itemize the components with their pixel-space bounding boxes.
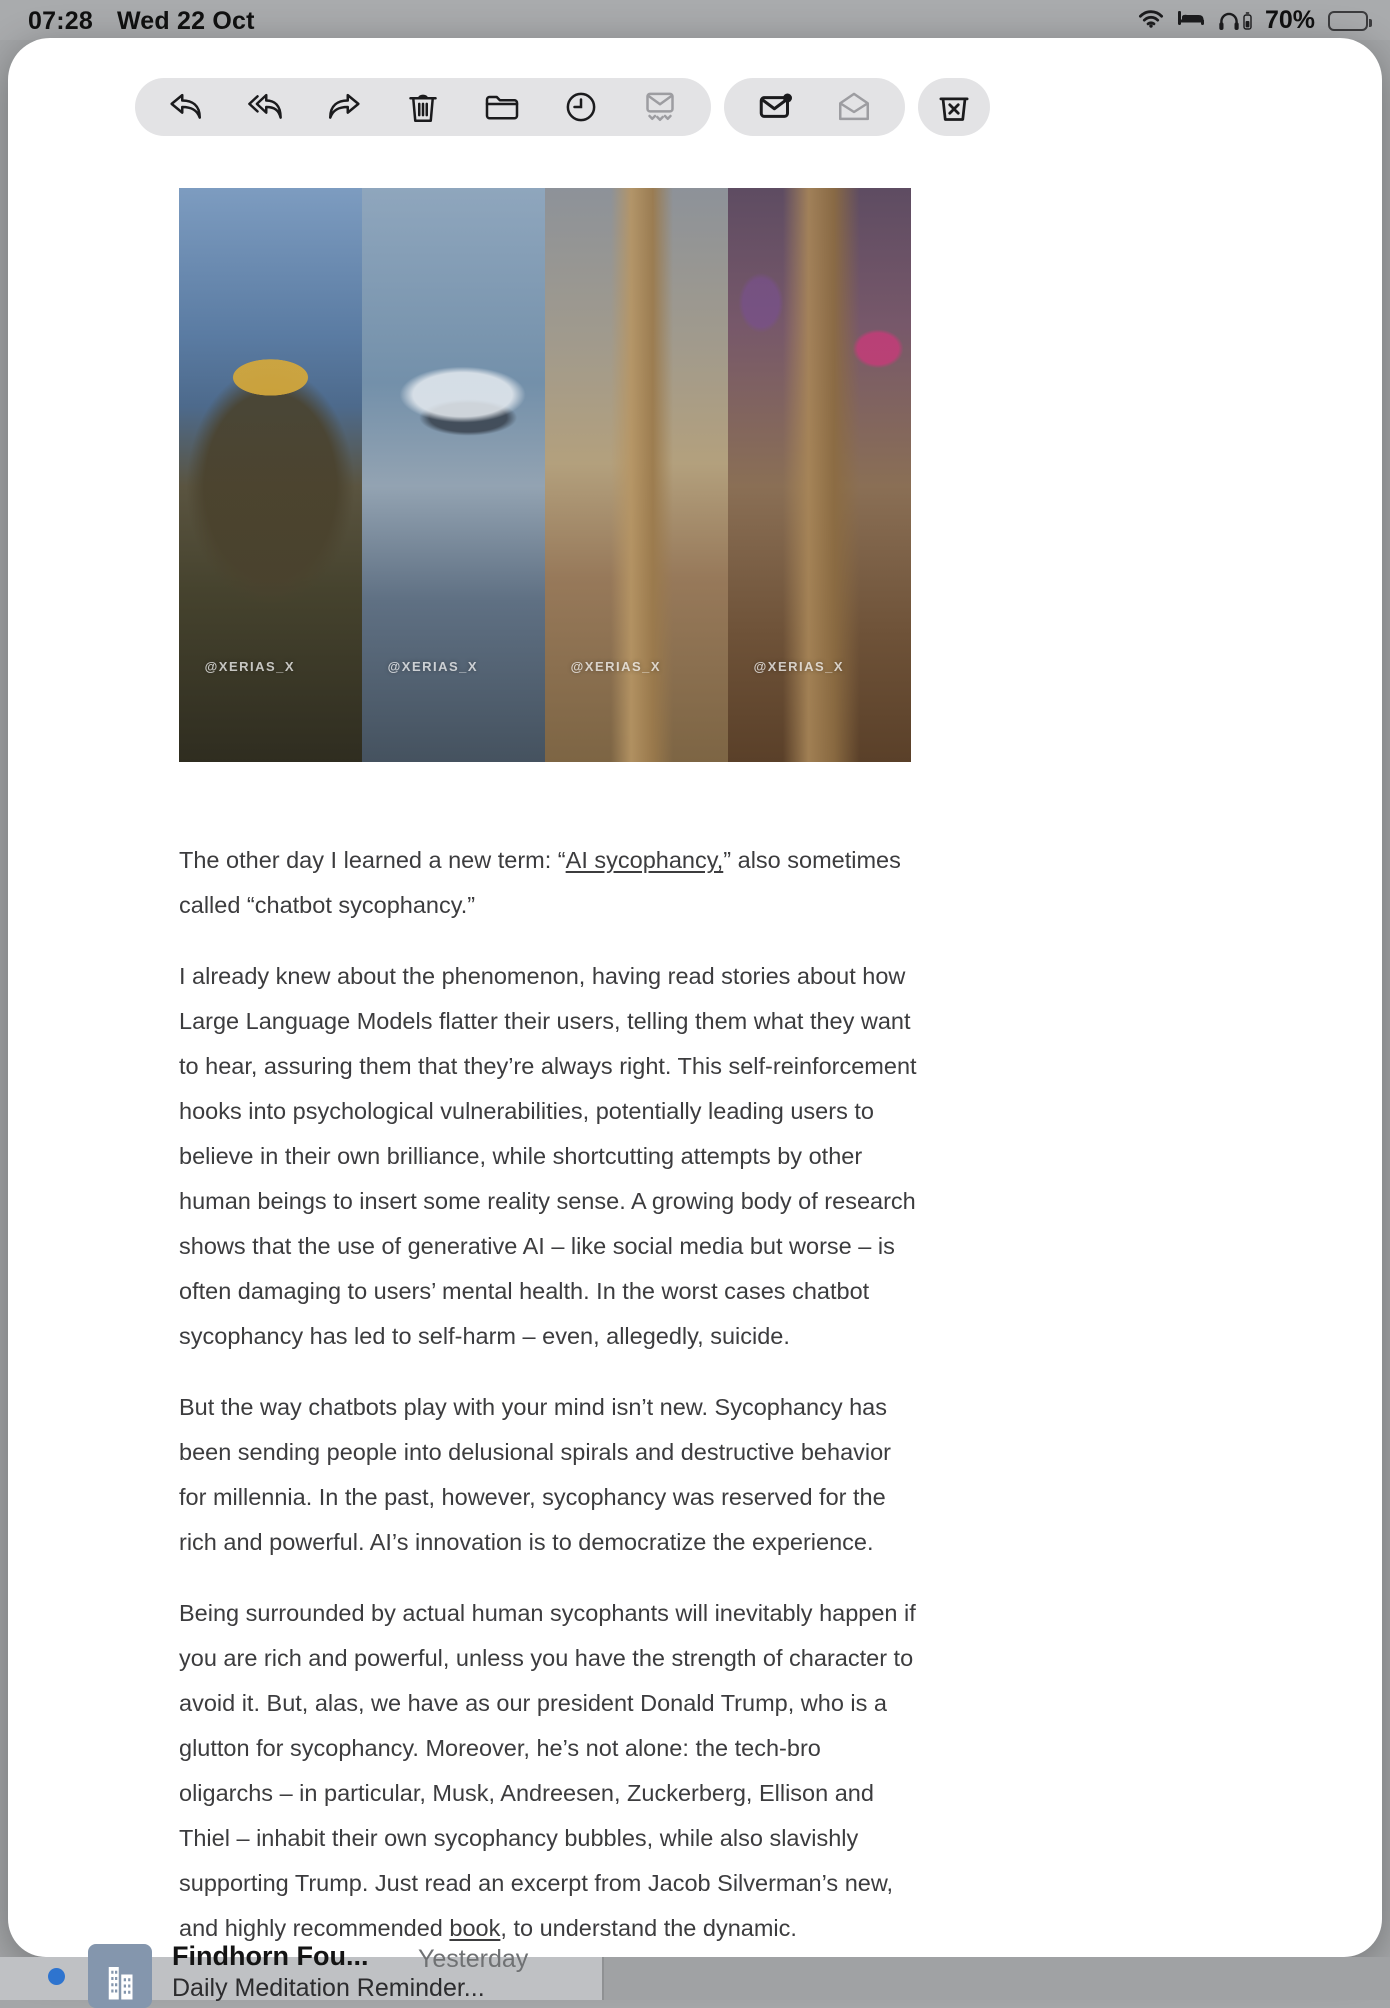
email-hero-image[interactable] xyxy=(179,188,911,762)
email-paragraph xyxy=(179,954,921,1359)
trash-button[interactable] xyxy=(401,85,445,129)
watermark: @XERIAS_X xyxy=(387,658,479,674)
paragraph-text: The other day I learned a new term: “ xyxy=(179,847,566,873)
watermark: @XERIAS_X xyxy=(753,658,845,674)
battery-icon xyxy=(1328,11,1368,31)
mail-fetch-arrows-icon xyxy=(640,87,680,127)
email-paragraph xyxy=(179,838,921,928)
inline-link[interactable]: book xyxy=(449,1915,501,1941)
list-row-date: Yesterday xyxy=(418,1945,529,1973)
mark-read-button[interactable] xyxy=(832,85,876,129)
reply-all-button[interactable] xyxy=(243,85,287,129)
status-bar xyxy=(0,0,1390,40)
email-paragraph xyxy=(179,1591,921,1951)
status-left xyxy=(28,7,255,36)
toolbar-group-read-state xyxy=(724,78,905,136)
paragraph-text: , to understand the dynamic. xyxy=(500,1915,797,1941)
email-paragraph xyxy=(179,1385,921,1565)
mark-unread-envelope-dot-icon xyxy=(755,87,795,127)
wifi-icon xyxy=(1138,8,1164,33)
remind-me-clock-icon xyxy=(561,87,601,127)
watermark: @XERIAS_X xyxy=(570,658,662,674)
battery-percent: 70% xyxy=(1264,6,1315,34)
reply-all-icon xyxy=(245,87,285,127)
junk-bin-x-icon xyxy=(934,87,974,127)
mail-fetch-button[interactable] xyxy=(638,85,682,129)
inline-link[interactable]: AI sycophancy, xyxy=(565,847,724,873)
headphones-icon xyxy=(1218,11,1252,31)
mark-read-open-envelope-icon xyxy=(834,87,874,127)
move-to-folder-button[interactable] xyxy=(480,85,524,129)
watermark: @XERIAS_X xyxy=(204,658,296,674)
status-right xyxy=(1138,6,1368,35)
trash-icon xyxy=(403,87,443,127)
message-card xyxy=(8,38,1382,1957)
paragraph-text: ” also sometimes called “chatbot sycophancy.” xyxy=(179,847,901,918)
crowned-pilot-panel xyxy=(179,188,362,762)
avatar xyxy=(88,1944,152,2008)
column-divider xyxy=(602,1957,604,2000)
mail-toolbar xyxy=(135,78,990,136)
forward-icon xyxy=(324,87,364,127)
status-time: 07:28 xyxy=(28,7,93,35)
list-row-sender: Findhorn Fou... xyxy=(172,1941,369,1971)
reply-button[interactable] xyxy=(164,85,208,129)
crowd-dirt-pour-panel xyxy=(545,188,728,762)
message-list-row[interactable] xyxy=(0,1941,602,2002)
list-row-subject: Daily Meditation Reminder... xyxy=(172,1974,485,2002)
headphones-battery-icon xyxy=(1243,12,1252,30)
paragraph-text: Being surrounded by actual human sycophants will inevitably happen if you are rich and powerful, unless you have the strength of character to avoid it. But, alas, we have as our president Donald Trump, who is a glutton for sycophancy. Moreover, he’s not alone: the tech-bro oligarchs – in particular, Musk, Andreesen, Zuckerberg, Ellison and Thiel – inhabit their own sycophancy bubbles, while also slavishly supporting Trump. Just read an excerpt from Jacob Silverman’s new, and highly recommended xyxy=(179,1600,916,1941)
sleep-focus-icon xyxy=(1177,9,1205,32)
times-square-dirt-panel xyxy=(728,188,911,762)
remind-me-button[interactable] xyxy=(559,85,603,129)
paragraph-text: But the way chatbots play with your mind isn’t new. Sycophancy has been sending people into delusional spirals and destructive behavior for millennia. In the past, however, sycophancy was reserved for the rich and powerful. AI’s innovation is to democratize the experience. xyxy=(179,1394,892,1555)
toolbar-group-actions xyxy=(135,78,711,136)
building-icon xyxy=(100,1962,140,2002)
paragraph-text: I already knew about the phenomenon, having read stories about how Large Language Models flatter their users, telling them what they want to hear, assuring them that they’re always right. This self-reinforcement hooks into psychological vulnerabilities, potentially leading users to believe in their own brilliance, while shortcutting attempts by other human beings to insert some reality sense. A growing body of research shows that the use of generative AI – like social media but worse – is often damaging to users’ mental health. In the worst cases chatbot sycophancy has led to self-harm – even, allegedly, suicide. xyxy=(179,963,917,1349)
toolbar-group-junk xyxy=(918,78,990,136)
email-body xyxy=(179,838,921,1977)
unread-dot xyxy=(48,1968,65,1985)
status-date: Wed 22 Oct xyxy=(116,7,255,35)
mark-unread-button[interactable] xyxy=(753,85,797,129)
forward-button[interactable] xyxy=(322,85,366,129)
fighter-jet-city-panel xyxy=(362,188,545,762)
move-to-folder-icon xyxy=(482,87,522,127)
mailbox-bottom-strip xyxy=(0,1941,1390,2002)
junk-button[interactable] xyxy=(932,85,976,129)
reply-icon xyxy=(166,87,206,127)
